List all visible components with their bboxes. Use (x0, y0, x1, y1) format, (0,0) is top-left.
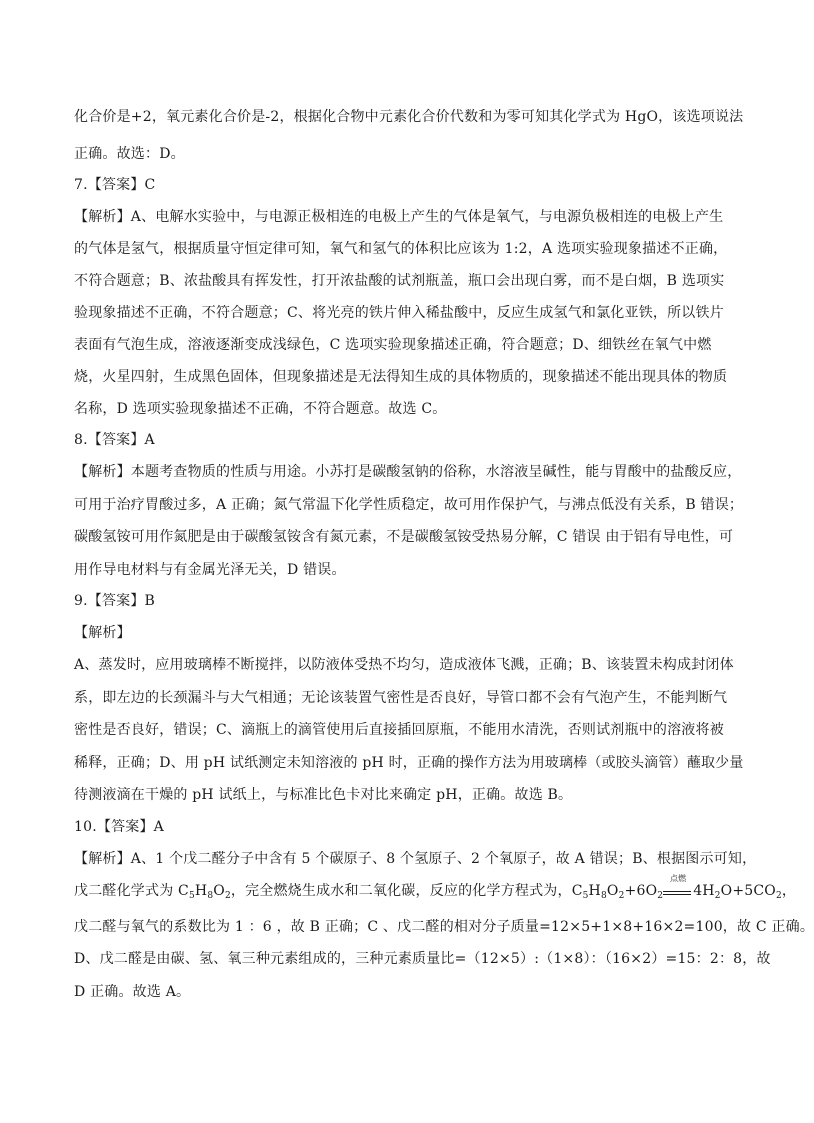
answer-heading-10: 10.【答案】A (74, 819, 164, 835)
text-line: 碳酸氢铵可用作氮肥是由于碳酸氢铵含有氮元素，不是碳酸氢铵受热易分解，C 错误 由于铝有导电性，可 (74, 529, 734, 545)
subscript: 5 (188, 891, 195, 901)
text-line: 可用于治疗胃酸过多，A 正确；氮气常温下化学性质稳定，故可用作保护气，与沸点低没有关系，B 错误； (74, 497, 744, 513)
text-segment: ，完全燃烧生成水和二氧化碳，反应的化学方程式为，C (230, 883, 583, 899)
text-line: 不符合题意；B、浓盐酸具有挥发性，打开浓盐酸的试剂瓶盖，瓶口会出现白雾，而不是白烟，B 选项实 (74, 273, 725, 289)
text-line: 名称，D 选项实验现象描述不正确，不符合题意。故选 C。 (74, 401, 447, 417)
text-segment: O (606, 883, 619, 899)
text-line: 戊二醛与氧气的系数比为 1 ：6 ，故 B 正确；C 、戊二醛的相对分子质量=12×5+1×8+16×2=100，故 C 正确。 (74, 919, 814, 935)
answer-heading-9: 9.【答案】B (74, 593, 156, 609)
text-segment: O (213, 883, 225, 899)
text-line: 用作导电材料与有金属光泽无关，D 错误。 (74, 562, 346, 578)
formula-line (74, 874, 797, 901)
subscript: 2 (714, 891, 721, 901)
equals-arrow-icon (663, 891, 691, 895)
reaction-condition: 点燃 (669, 874, 687, 883)
text-line: 正确。故选：D。 (74, 146, 185, 162)
answer-heading-8: 8.【答案】A (74, 432, 155, 448)
text-line: 烧，火星四射，生成黑色固体，但现象描述是无法得知生成的具体物质的，现象描述不能出现具体的物质 (74, 369, 728, 385)
text-line: 系，即左边的长颈漏斗与大气相通；无论该装置气密性是否良好，导管口都不会有气泡产生，不能判断气 (74, 690, 728, 706)
text-line: 稀释，正确；D、用 pH 试纸测定未知溶液的 pH 时，正确的操作方法为用玻璃棒（或胶头滴管）蘸取少量 (74, 755, 744, 771)
subscript: 8 (600, 891, 607, 901)
text-line: 【解析】本题考查物质的性质与用途。小苏打是碳酸氢钠的俗称，水溶液呈碱性，能与胃酸中的盐酸反应， (74, 464, 742, 480)
text-line: 表面有气泡生成，溶液逐渐变成浅绿色，C 选项实验现象描述正确，符合题意；D、细铁丝在氧气中燃 (74, 337, 712, 353)
answer-heading-7: 7.【答案】C (74, 177, 156, 193)
text-line: 待测液滴在干燥的 pH 试纸上，与标准比色卡对比来确定 pH，正确。故选 B。 (74, 787, 573, 803)
text-segment: H (588, 883, 601, 899)
subscript: 5 (582, 891, 589, 901)
text-line: 【解析】A、电解水实验中，与电源正极相连的电极上产生的气体是氧气，与电源负极相连的电极上产生 (74, 209, 724, 225)
text-segment: ， (781, 883, 797, 899)
subscript: 2 (657, 891, 664, 901)
reaction-arrow (663, 874, 693, 895)
text-segment: +6O (624, 883, 658, 899)
text-line: D、戊二醛是由碳、氢、氧三种元素组成的，三种元素质量比=（12×5）:（1×8）：（16×2）=15：2：8，故 (74, 951, 771, 967)
text-line: 化合价是+2，氧元素化合价是-2，根据化合物中元素化合价代数和为零可知其化学式为 HgO，该选项说法 (74, 109, 744, 125)
subscript: 2 (618, 891, 625, 901)
analysis-heading-9: 【解析】 (74, 625, 131, 641)
text-segment: 戊二醛化学式为 C (74, 883, 189, 899)
subscript: 8 (207, 891, 214, 901)
text-line: 验现象描述不正确，不符合题意；C、将光亮的铁片伸入稀盐酸中，反应生成氢气和氯化亚铁，所以铁片 (74, 305, 724, 321)
text-segment: H (194, 883, 208, 899)
text-line: 【解析】A、1 个戊二醛分子中含有 5 个碳原子、8 个氢原子、2 个氧原子，故 A 错误；B、根据图示可知， (74, 851, 757, 867)
text-segment: O+5CO (720, 883, 776, 899)
text-segment: 4H (693, 883, 715, 899)
text-line: A、蒸发时，应用玻璃棒不断搅拌，以防液体受热不均匀，造成液体飞溅，正确；B、该装置未构成封闭体 (74, 657, 734, 673)
text-line: 密性是否良好，错误；C、滴瓶上的滴管使用后直接插回原瓶，不能用水清洗，否则试剂瓶中的溶液将被 (74, 722, 724, 738)
text-line: D 正确。故选 A。 (74, 984, 191, 1000)
subscript: 2 (224, 891, 231, 901)
subscript: 2 (775, 891, 782, 901)
text-line: 的气体是氢气，根据质量守恒定律可知，氧气和氢气的体积比应该为 1:2，A 选项实验现象描述不正确， (74, 241, 728, 257)
